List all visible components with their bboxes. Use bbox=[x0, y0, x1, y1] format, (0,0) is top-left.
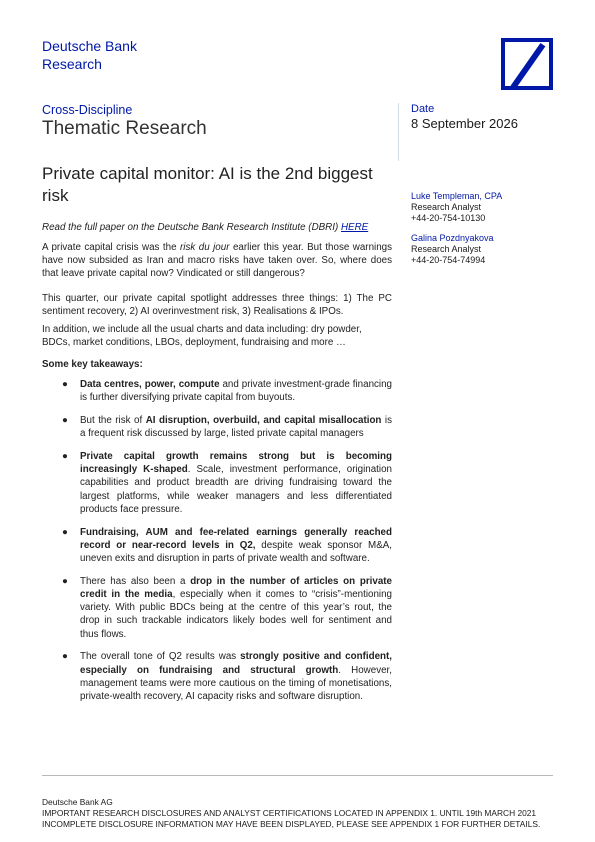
analyst-card bbox=[411, 233, 494, 266]
list-item bbox=[42, 414, 392, 440]
brand-line-2: Research bbox=[42, 56, 102, 72]
analyst-card bbox=[411, 191, 502, 224]
bullet-dot-icon: ● bbox=[62, 526, 68, 538]
bullet-dot-icon: ● bbox=[62, 651, 68, 663]
bullet-dot-icon: ● bbox=[62, 379, 68, 390]
date-value: 8 September 2026 bbox=[411, 116, 518, 131]
deutsche-bank-logo-icon bbox=[501, 38, 553, 90]
list-item bbox=[42, 450, 392, 516]
intro-emphasis: risk du jour bbox=[180, 242, 230, 253]
footer-disclosure-line-2: INCOMPLETE DISCLOSURE INFORMATION MAY HAVE BEEN DISPLAYED, PLEASE SEE APPENDIX 1 FOR FURTHER DETAILS. bbox=[42, 819, 541, 830]
date-label: Date bbox=[411, 103, 435, 115]
bullet-text: is a frequent risk discussed by large, listed private capital managers bbox=[80, 415, 392, 440]
bullet-text: despite weak sponsor M&A, uneven exits and disruption in parts of private wealth and software. bbox=[80, 539, 392, 565]
bullet-text: . However, management teams were more cautious on the timing of monetisations, private-wealth recovery, AI capacity risks and software disruption. bbox=[80, 664, 392, 703]
series-title: Thematic Research bbox=[42, 118, 207, 139]
intro-text-b: earlier this year. But those warnings have now subsided as Iran and macro risks have taken over. So, where does that leave private capital now? Vindicated or still dangerous? bbox=[42, 242, 392, 280]
analyst-role: Research Analyst bbox=[411, 202, 482, 212]
list-item bbox=[42, 650, 392, 703]
read-prefix: Read the full paper on the Deutsche Bank Research Institute (DBRI) bbox=[42, 222, 341, 233]
bullet-dot-icon: ● bbox=[62, 415, 68, 426]
bullet-dot-icon: ● bbox=[62, 575, 68, 587]
dbri-link[interactable]: HERE bbox=[340, 222, 369, 233]
footer-company: Deutsche Bank AG bbox=[42, 797, 113, 807]
spotlight-paragraph: This quarter, our private capital spotlight addresses three things: 1) The PC sentiment recovery, 2) AI overinvestment risk, 3) Realisations & IPOs. bbox=[42, 293, 392, 318]
intro-paragraph bbox=[42, 241, 392, 281]
footer-divider bbox=[42, 775, 553, 776]
bullet-text: , especially when it comes to “crisis”-mentioning variety. With public BDCs being at the centre of this year’s rout, the drop in such trackable indicators likely bodes well for sentiment and thus flows. bbox=[80, 589, 392, 640]
analyst-phone: +44-20-754-74994 bbox=[411, 255, 486, 265]
bullet-pre: But the risk of bbox=[80, 415, 146, 426]
bullet-bold: AI disruption, overbuild, and capital misallocation bbox=[145, 415, 382, 426]
brand-name bbox=[42, 37, 137, 73]
takeaways-list bbox=[42, 378, 392, 713]
additional-data-paragraph: In addition, we include all the usual charts and data including: dry powder, BDCs, market conditions, LBOs, deployment, fundraising and more … bbox=[42, 324, 362, 349]
bullet-pre: There has also been a bbox=[80, 575, 191, 587]
brand-line-1: Deutsche Bank bbox=[42, 38, 137, 54]
bullet-bold: Private capital growth remains strong but is becoming increasingly K-shaped bbox=[80, 451, 392, 476]
list-item bbox=[42, 575, 392, 641]
footer-disclosure-line-1: IMPORTANT RESEARCH DISCLOSURES AND ANALYST CERTIFICATIONS LOCATED IN APPENDIX 1. UNTIL 19th MARCH 2021 bbox=[42, 808, 537, 819]
footer bbox=[42, 797, 562, 831]
analyst-name[interactable]: Galina Pozdnyakova bbox=[411, 233, 494, 243]
bullet-bold: strongly positive and confident, especially on fundraising and structural growth bbox=[80, 651, 392, 676]
intro-text-a: A private capital crisis was the bbox=[42, 242, 181, 253]
analyst-role: Research Analyst bbox=[411, 244, 482, 254]
logo-slash bbox=[511, 43, 546, 89]
list-item bbox=[42, 526, 392, 566]
bullet-bold: Data centres, power, compute bbox=[80, 379, 220, 390]
bullet-dot-icon: ● bbox=[62, 451, 68, 462]
bullet-text: . Scale, investment performance, origination capabilities and product breadth are driving fundraising toward the largest platforms, while weaker managers and less differentiated products face pressure. bbox=[80, 464, 392, 515]
bullet-text: and private investment-grade financing is further diversifying private capital from buyouts. bbox=[80, 379, 392, 404]
takeaways-heading: Some key takeaways: bbox=[42, 359, 143, 370]
analyst-phone: +44-20-754-10130 bbox=[411, 213, 486, 223]
read-full-paper-line bbox=[42, 221, 392, 234]
list-item bbox=[42, 378, 392, 404]
page-title: Private capital monitor: AI is the 2nd biggest risk bbox=[42, 164, 373, 205]
bullet-pre: The overall tone of Q2 results was bbox=[80, 651, 241, 663]
divider bbox=[398, 103, 399, 161]
bullet-bold: drop in the number of articles on private credit in the media bbox=[80, 575, 392, 601]
category-label: Cross-Discipline bbox=[42, 103, 133, 117]
bullet-bold: Fundraising, AUM and fee-related earnings generally reached record or near-record levels in Q2, bbox=[80, 526, 392, 551]
analyst-name[interactable]: Luke Templeman, CPA bbox=[411, 191, 503, 201]
